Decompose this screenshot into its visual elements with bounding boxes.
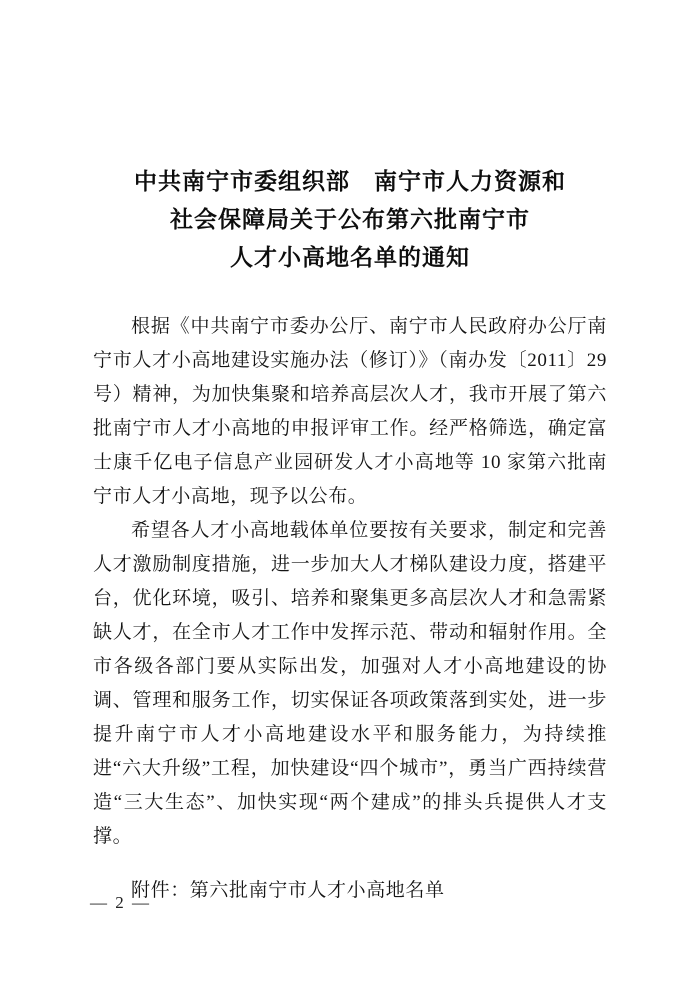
page-number: — 2 — <box>90 893 151 912</box>
body-paragraph-1: 根据《中共南宁市委办公厅、南宁市人民政府办公厅南宁市人才小高地建设实施办法（修订）》（南办发〔2011〕29 号）精神，为加快集聚和培养高层次人才，我市开展了第六批南宁市人才小高地的申报评审工作。经严格筛选，确定富士康千亿电子信息产业园研发人才小高地等 10 家第六批南宁市人才小高地，现予以公布。 <box>93 316 607 507</box>
title-line-2: 社会保障局关于公布第六批南宁市 <box>170 206 530 232</box>
title-line-3: 人才小高地名单的通知 <box>230 244 470 270</box>
document-body <box>93 310 607 854</box>
body-paragraph-2: 希望各人才小高地载体单位要按有关要求，制定和完善人才激励制度措施，进一步加大人才梯队建设力度，搭建平台，优化环境，吸引、培养和聚集更多高层次人才和急需紧缺人才，在全市人才工作中发挥示范、带动和辐射作用。全市各级各部门要从实际出发，加强对人才小高地建设的协调、管理和服务工作，切实保证各项政策落到实处，进一步提升南宁市人才小高地建设水平和服务能力，为持续推进“六大升级”工程，加快建设“四个城市”，勇当广西持续营造“三大生态”、加快实现“两个建成”的排头兵提供人才支撑。 <box>93 520 607 847</box>
attachment-line: 附件：第六批南宁市人才小高地名单 <box>131 880 445 901</box>
title-line-1: 中共南宁市委组织部 南宁市人力资源和 <box>134 168 566 194</box>
document-title <box>93 162 607 276</box>
